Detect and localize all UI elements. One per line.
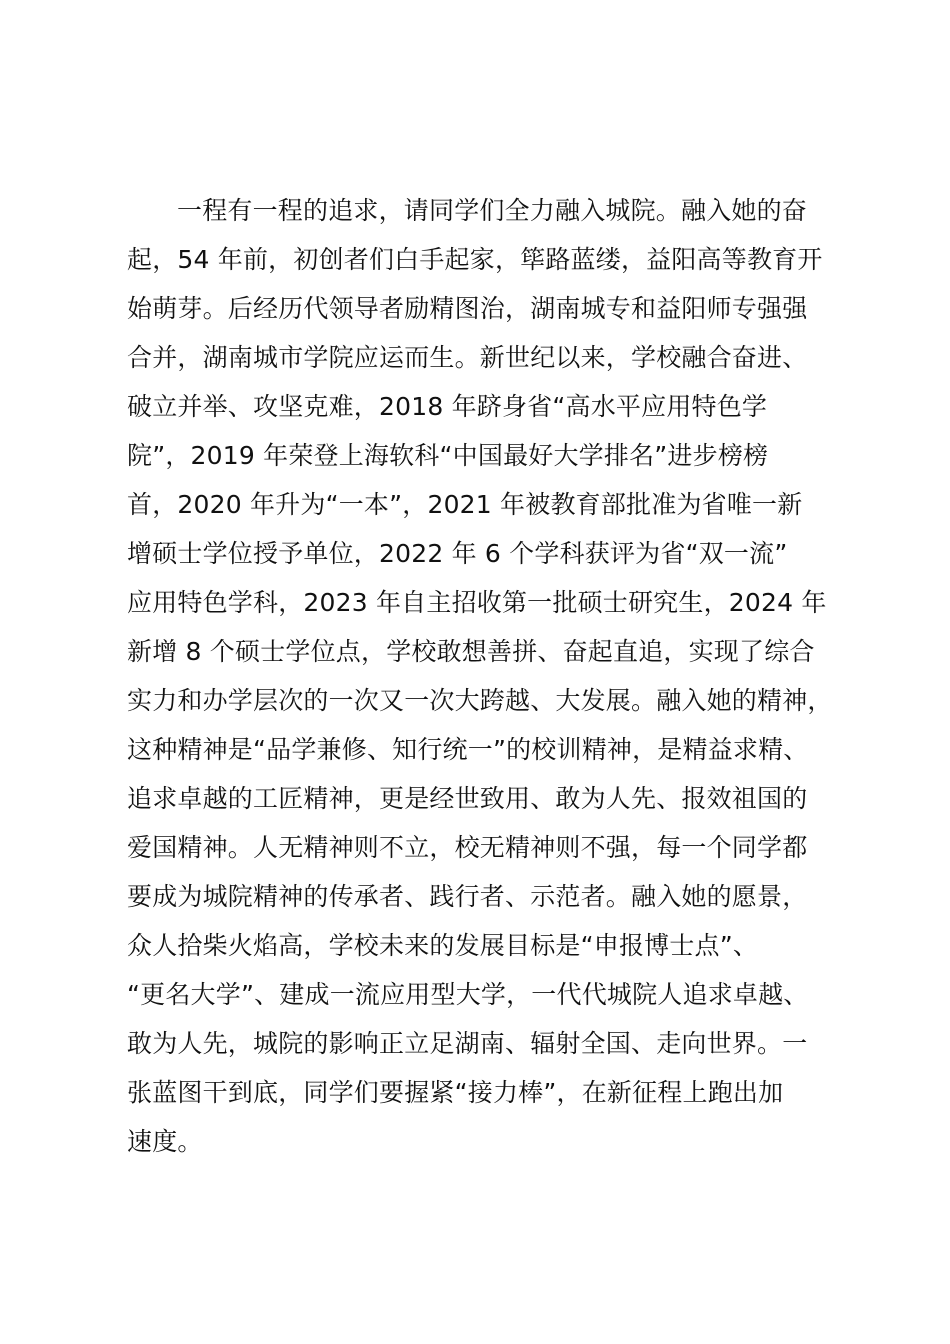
- paragraph-line: 实力和办学层次的一次又一次大跨越、大发展。融入她的精神，: [127, 686, 833, 715]
- paragraph-line: 这种精神是“品学兼修、知行统一”的校训精神，是精益求精、: [127, 735, 809, 764]
- paragraph-line: 应用特色学科，2023 年自主招收第一批硕士研究生，2024 年: [127, 588, 827, 617]
- paragraph-line: 院”，2019 年荣登上海软科“中国最好大学排名”进步榜榜: [127, 441, 769, 470]
- paragraph-line: 敢为人先，城院的影响正立足湖南、辐射全国、走向世界。一: [127, 1029, 808, 1058]
- paragraph-line: 追求卓越的工匠精神，更是经世致用、敢为人先、报效祖国的: [127, 784, 808, 813]
- paragraph-line: “更名大学”、建成一流应用型大学，一代代城院人追求卓越、: [127, 980, 809, 1009]
- paragraph-line: 合并，湖南城市学院应运而生。新世纪以来，学校融合奋进、: [127, 343, 808, 372]
- paragraph-line: 始萌芽。后经历代领导者励精图治，湖南城专和益阳师专强强: [127, 294, 808, 323]
- paragraph-line: 一程有一程的追求，请同学们全力融入城院。融入她的奋: [177, 196, 808, 225]
- paragraph-line: 众人拾柴火焰高，学校未来的发展目标是“申报博士点”、: [127, 931, 759, 960]
- paragraph-line: 破立并举、攻坚克难，2018 年跻身省“高水平应用特色学: [127, 392, 768, 421]
- paragraph-line: 速度。: [127, 1127, 203, 1156]
- paragraph-line: 新增 8 个硕士学位点，学校敢想善拼、奋起直追，实现了综合: [127, 637, 815, 666]
- paragraph-line: 张蓝图干到底，同学们要握紧“接力棒”，在新征程上跑出加: [127, 1078, 784, 1107]
- paragraph-line: 要成为城院精神的传承者、践行者、示范者。融入她的愿景，: [127, 882, 808, 911]
- paragraph-line: 首，2020 年升为“一本”，2021 年被教育部批准为省唯一新: [127, 490, 803, 519]
- body-paragraph: [127, 186, 867, 1166]
- paragraph-line: 增硕士学位授予单位，2022 年 6 个学科获评为省“双一流”: [127, 539, 788, 568]
- paragraph-line: 起，54 年前，初创者们白手起家，筚路蓝缕，益阳高等教育开: [127, 245, 823, 274]
- paragraph-line: 爱国精神。人无精神则不立，校无精神则不强，每一个同学都: [127, 833, 808, 862]
